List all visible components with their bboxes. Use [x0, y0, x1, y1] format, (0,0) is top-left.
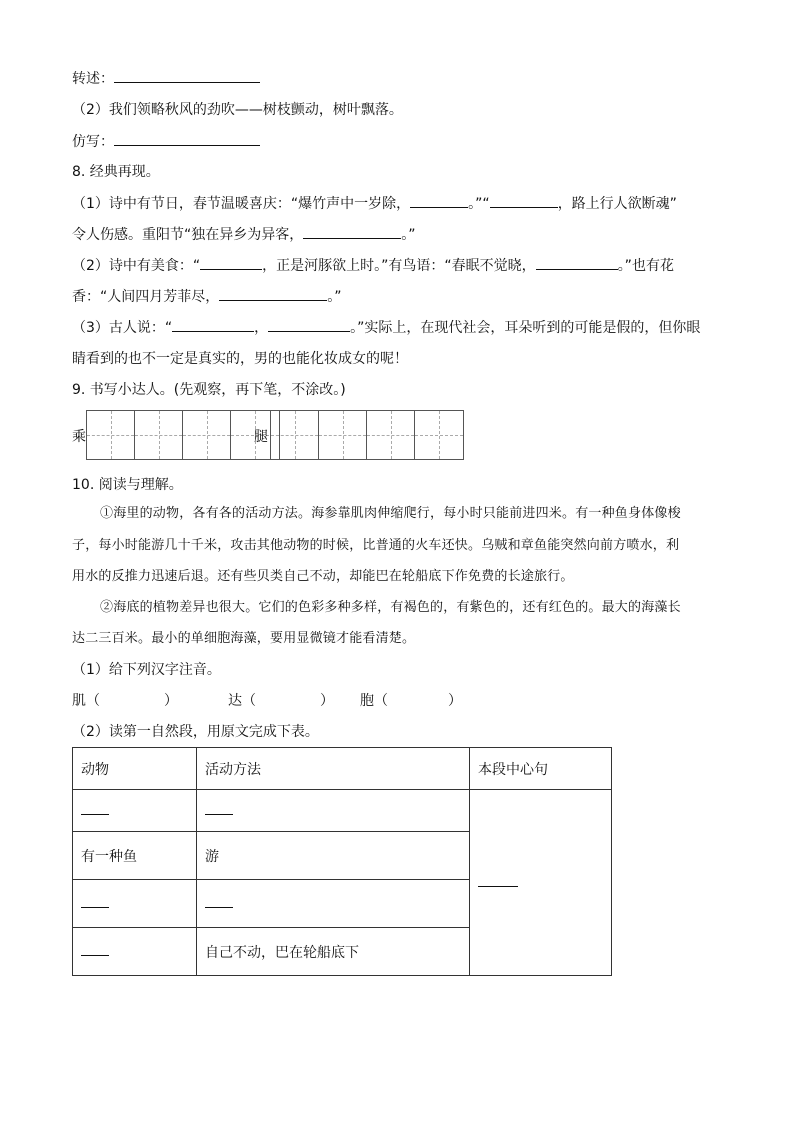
question-2: （2）我们领略秋风的劲吹——树枝颤动，树叶飘落。 [72, 102, 403, 118]
writing-cell[interactable] [183, 411, 231, 459]
q8-text: （3）古人说：“ [72, 320, 173, 336]
method-cell: 自己不动，巴在轮船底下 [197, 928, 470, 976]
answer-blank[interactable] [81, 897, 109, 908]
method-cell[interactable] [197, 790, 470, 832]
pinyin-close: ） [448, 693, 462, 709]
q8-line4 [72, 286, 342, 307]
answer-blank[interactable] [205, 897, 233, 908]
reading-para1-line3: 用水的反推力迅速后退。还有些贝类自己不动，却能巴在轮船底下作免费的长途旅行。 [72, 569, 574, 584]
answer-blank[interactable] [81, 945, 109, 956]
q8-blank[interactable] [303, 224, 401, 239]
q8-blank[interactable] [172, 317, 254, 332]
pinyin-char-da: 达（ [228, 693, 256, 709]
pinyin-close: ） [164, 693, 178, 709]
q8-text: ， [254, 320, 269, 336]
q8-blank[interactable] [490, 193, 558, 208]
q8-line2 [72, 224, 416, 245]
pinyin-close: ） [320, 693, 334, 709]
q10-title: 10. 阅读与理解。 [72, 477, 183, 493]
retell-blank[interactable] [114, 68, 260, 83]
central-sentence-cell[interactable] [470, 790, 612, 976]
method-cell: 游 [197, 832, 470, 880]
pinyin-char-ji: 肌（ [72, 693, 100, 709]
imitation-line [72, 131, 260, 152]
q8-text: 香：“人间四月芳菲尽， [72, 289, 220, 305]
q8-blank[interactable] [268, 317, 350, 332]
q8-blank[interactable] [219, 286, 327, 301]
q8-text: 令人伤感。重阳节“独在异乡为异客， [72, 227, 304, 243]
writing-cell[interactable] [87, 411, 135, 459]
writing-cell[interactable] [319, 411, 367, 459]
q8-line3 [72, 255, 674, 276]
q8-text: （1）诗中有节日，春节温暖喜庆：“爆竹声中一岁除， [72, 196, 411, 212]
q8-blank[interactable] [536, 255, 618, 270]
q8-text: 。”实际上，在现代社会，耳朵听到的可能是假的，但你眼 [350, 320, 701, 336]
char-sample-2: 腿 [254, 429, 268, 445]
writing-cell[interactable] [367, 411, 415, 459]
header-animal: 动物 [73, 748, 197, 790]
animal-cell[interactable] [73, 880, 197, 928]
q8-line6: 睛看到的也不一定是真实的，男的也能化妆成女的呢！ [72, 351, 408, 367]
writing-grid-2 [270, 410, 464, 460]
q9-title: 9. 书写小达人。(先观察，再下笔，不涂改。) [72, 382, 346, 398]
table-row [73, 790, 612, 832]
q8-blank[interactable] [410, 193, 468, 208]
q8-text: 。” [327, 289, 342, 305]
q8-text: 。”也有花 [617, 258, 674, 274]
writing-cell[interactable] [271, 411, 319, 459]
header-method: 活动方法 [197, 748, 470, 790]
writing-cell[interactable] [415, 411, 463, 459]
animal-cell[interactable] [73, 790, 197, 832]
reading-para1-line1: ①海里的动物，各有各的活动方法。海参靠肌肉伸缩爬行，每小时只能前进四米。有一种鱼身体像梭 [100, 506, 681, 521]
writing-cell[interactable] [135, 411, 183, 459]
retell-line [72, 68, 260, 89]
q8-text: ，路上行人欲断魂” [557, 196, 677, 212]
q8-line5 [72, 317, 700, 338]
answer-table [72, 747, 612, 976]
imitation-blank[interactable] [114, 131, 260, 146]
pinyin-char-bao: 胞（ [360, 693, 388, 709]
pinyin-row [72, 691, 462, 711]
answer-blank[interactable] [205, 804, 233, 815]
q10-sub2: （2）读第一自然段，用原文完成下表。 [72, 724, 319, 740]
table-header-row [73, 748, 612, 790]
header-central-sentence: 本段中心句 [470, 748, 612, 790]
reading-para2-line1: ②海底的植物差异也很大。它们的色彩多种多样，有褐色的，有紫色的，还有红色的。最大的海藻长 [100, 600, 681, 615]
q10-sub1: （1）给下列汉字注音。 [72, 662, 221, 678]
q8-blank[interactable] [200, 255, 262, 270]
q8-title: 8. 经典再现。 [72, 164, 160, 180]
writing-grid-1 [86, 410, 280, 460]
retell-label: 转述： [72, 71, 114, 87]
reading-para2-line2: 达二三百米。最小的单细胞海藻，要用显微镜才能看清楚。 [72, 631, 416, 646]
q8-line1 [72, 193, 677, 214]
q8-text: 。”“ [468, 196, 490, 212]
q8-text: ，正是河豚欲上时。”有鸟语：“春眠不觉晓， [262, 258, 536, 274]
animal-cell: 有一种鱼 [73, 832, 197, 880]
answer-blank[interactable] [81, 804, 109, 815]
q8-text: （2）诗中有美食：“ [72, 258, 201, 274]
q8-text: 。” [401, 227, 416, 243]
method-cell[interactable] [197, 880, 470, 928]
imitation-label: 仿写： [72, 134, 114, 150]
animal-cell[interactable] [73, 928, 197, 976]
char-sample-1: 乘 [72, 429, 86, 445]
answer-blank[interactable] [478, 876, 518, 887]
reading-para1-line2: 子，每小时能游几十千米，攻击其他动物的时候，比普通的火车还快。乌贼和章鱼能突然向前方喷水，利 [72, 538, 680, 553]
